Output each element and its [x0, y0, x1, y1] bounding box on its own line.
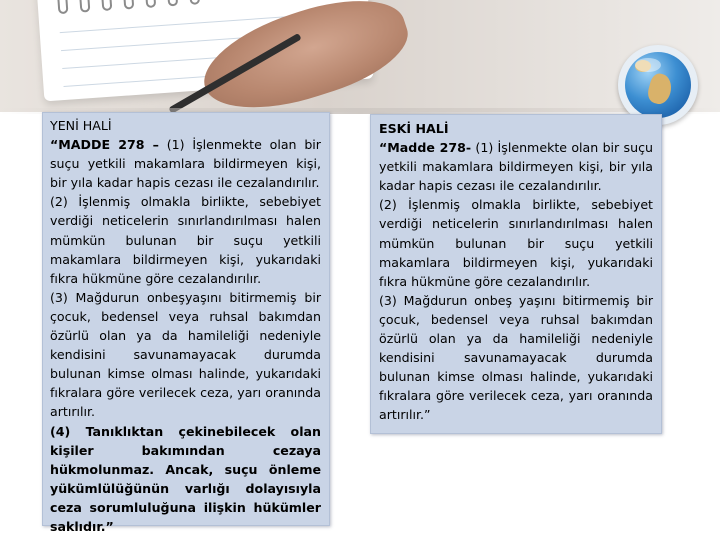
- new-version-paragraph-1: [50, 135, 321, 192]
- old-version-paragraph-1: [379, 138, 653, 195]
- old-version-heading: ESKİ HALİ: [379, 121, 449, 136]
- notebook-ring: [166, 0, 178, 7]
- old-version-paragraph-3: (3) Mağdurun onbeş yaşını bitirmemiş bir çocuk, bedensel veya ruhsal bakımdan özürlü olan ya da hamileliği nedeniyle kendisini savunamayacak durumda bulunan kimse olması halinde, yukarıdaki fıkralara göre verilecek ceza, yarı oranında artırılır.”: [379, 292, 653, 423]
- new-version-paragraph-2: (2) İşlenmiş olmakla birlikte, sebebiyet verdiği neticelerin sınırlandırılması halen mümkün bulunan bir suçu yetkili makamlara bildirmeyen kişi, yukarıdaki fıkra hükmüne göre cezalandırılır.: [50, 194, 321, 286]
- globe-sphere: [625, 52, 691, 118]
- notebook-ring: [78, 0, 90, 13]
- notebook-ring: [188, 0, 200, 5]
- notebook-ring: [122, 0, 134, 10]
- new-version-heading: YENİ HALİ: [50, 118, 112, 133]
- globe-icon: [618, 45, 698, 125]
- new-version-paragraph-1-text: (1) İşlenmekte olan bir suçu yetkili makamlara bildirmeyen kişi, bir yıla kadar hapis cezası ile cezalandırılır.: [50, 137, 321, 191]
- new-version-paragraph-3: (3) Mağdurun onbeşyaşını bitirmemiş bir çocuk, bedensel veya ruhsal bakımdan özürlü olan ya da hamileliği nedeniyle kendisini savunamayacak durumda bulunan kimse olması halinde, yukarıdaki fıkralara göre verilecek ceza, yarı oranında artırılır.: [50, 289, 321, 420]
- notebook-ring: [100, 0, 112, 11]
- new-version-article-label: “MADDE 278 –: [50, 137, 159, 153]
- old-version-panel: [370, 114, 662, 434]
- old-version-paragraph-2: (2) İşlenmiş olmakla birlikte, sebebiyet verdiği neticelerin sınırlandırılması halen mümkün bulunan bir suçu yetkili makamlara bildirmeyen kişi, yukarıdaki fıkra hükmüne göre cezalandırılır.: [379, 197, 653, 289]
- new-version-paragraph-4: (4) Tanıklıktan çekinebilecek olan kişiler bakımından cezaya hükmolunmaz. Ancak, suçu önleme yükümlülüğünün varlığı dolayısıyla ceza sorumluluğuna ilişkin hükümler saklıdır.”: [50, 423, 321, 534]
- globe-highlight: [635, 58, 661, 72]
- notebook-ring: [56, 0, 68, 14]
- old-version-paragraph-1-text: (1) İşlenmekte olan bir suçu yetkili makamlara bildirmeyen kişi, bir yıla kadar hapis cezası ile cezalandırılır.: [379, 140, 653, 194]
- globe-land: [645, 72, 674, 107]
- old-version-article-label: “Madde 278-: [379, 140, 472, 156]
- notebook-ring: [144, 0, 156, 8]
- new-version-panel: [42, 112, 330, 534]
- header-photo: [0, 0, 720, 112]
